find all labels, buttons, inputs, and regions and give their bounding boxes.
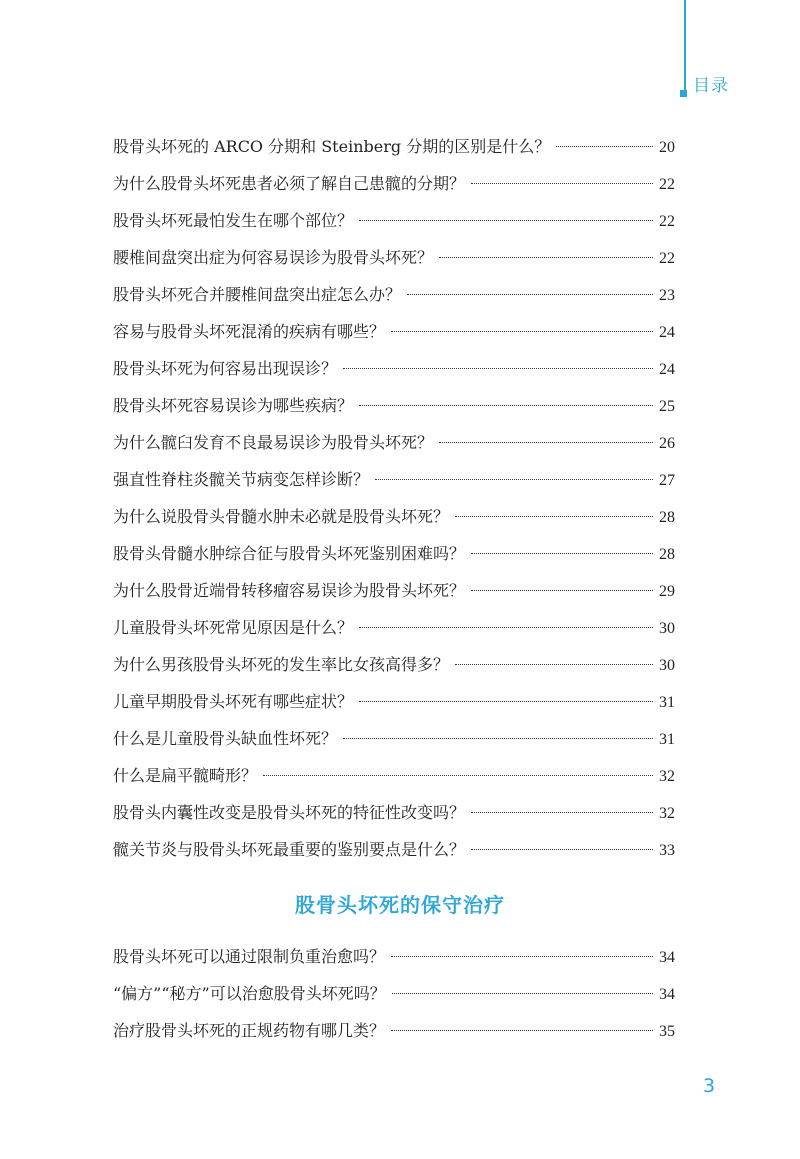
toc-entry-page: 22 — [659, 176, 675, 193]
header-title: 目录 — [693, 76, 729, 96]
toc-entry[interactable] — [113, 794, 675, 831]
toc-entry-page: 30 — [659, 657, 675, 674]
dotted-leader — [455, 516, 653, 517]
toc-entry-page: 22 — [659, 250, 675, 267]
toc-entry-title: 为什么股骨近端骨转移瘤容易误诊为股骨头坏死？ — [113, 581, 466, 600]
toc-entry-page: 28 — [659, 546, 675, 563]
toc-entry[interactable] — [113, 831, 675, 868]
toc-entry[interactable] — [113, 609, 675, 646]
toc-entry[interactable] — [113, 720, 675, 757]
toc-entry-page: 32 — [659, 805, 675, 822]
dotted-leader — [359, 220, 653, 221]
dotted-leader — [556, 146, 653, 147]
toc-entry[interactable] — [113, 498, 675, 535]
toc-entry-title: 股骨头坏死的 ARCO 分期和 Steinberg 分期的区别是什么？ — [113, 137, 551, 156]
toc-entry-title: 为什么髋臼发育不良最易误诊为股骨头坏死？ — [113, 433, 434, 452]
toc-entry-page: 34 — [659, 949, 675, 966]
toc-entry[interactable] — [113, 646, 675, 683]
dotted-leader — [455, 664, 653, 665]
toc-entry-title: 股骨头骨髓水肿综合征与股骨头坏死鉴别困难吗？ — [113, 544, 466, 563]
dotted-leader — [359, 405, 653, 406]
toc-entry-title: 治疗股骨头坏死的正规药物有哪几类？ — [113, 1021, 386, 1040]
dotted-leader — [471, 812, 653, 813]
toc-entry[interactable] — [113, 239, 675, 276]
dotted-leader — [391, 956, 653, 957]
toc-entry-title: 为什么说股骨头骨髓水肿未必就是股骨头坏死？ — [113, 507, 450, 526]
toc-entry[interactable] — [113, 165, 675, 202]
toc-entry-page: 31 — [659, 694, 675, 711]
toc-entry-title: 为什么股骨头坏死患者必须了解自己患髋的分期？ — [113, 174, 466, 193]
toc-entry-title: 强直性脊柱炎髋关节病变怎样诊断？ — [113, 470, 370, 489]
toc-entry[interactable] — [113, 535, 675, 572]
toc-entry-page: 31 — [659, 731, 675, 748]
toc-entry[interactable] — [113, 128, 675, 165]
toc-entry-title: 腰椎间盘突出症为何容易误诊为股骨头坏死？ — [113, 248, 434, 267]
dotted-leader — [392, 993, 653, 994]
header-square-marker — [680, 90, 687, 97]
toc-entry-title: 股骨头内囊性改变是股骨头坏死的特征性改变吗？ — [113, 803, 466, 822]
toc-entry[interactable] — [113, 350, 675, 387]
header-vertical-line — [684, 0, 686, 90]
dotted-leader — [439, 257, 653, 258]
toc-entry-page: 24 — [659, 361, 675, 378]
toc-entry-title: 什么是儿童股骨头缺血性坏死？ — [113, 729, 338, 748]
toc-entry-page: 23 — [659, 287, 675, 304]
toc-entry[interactable] — [113, 938, 675, 975]
toc-entry-page: 33 — [659, 842, 675, 859]
dotted-leader — [375, 479, 653, 480]
toc-entry-title: 髋关节炎与股骨头坏死最重要的鉴别要点是什么？ — [113, 840, 466, 859]
toc-entry-page: 27 — [659, 472, 675, 489]
toc-entry[interactable] — [113, 975, 675, 1012]
toc-entry[interactable] — [113, 276, 675, 313]
toc-entry-title: 容易与股骨头坏死混淆的疾病有哪些？ — [113, 322, 386, 341]
toc-entry-page: 24 — [659, 324, 675, 341]
toc-entry-page: 30 — [659, 620, 675, 637]
toc-entry[interactable] — [113, 683, 675, 720]
toc-entry-page: 32 — [659, 768, 675, 785]
dotted-leader — [391, 331, 653, 332]
dotted-leader — [359, 627, 653, 628]
dotted-leader — [471, 553, 653, 554]
toc-entry-page: 26 — [659, 435, 675, 452]
toc-entry[interactable] — [113, 387, 675, 424]
section-heading: 股骨头坏死的保守治疗 — [295, 893, 505, 917]
toc-entry[interactable] — [113, 1012, 675, 1049]
dotted-leader — [439, 442, 653, 443]
dotted-leader — [263, 775, 653, 776]
toc-entry[interactable] — [113, 757, 675, 794]
toc-entry-title: 股骨头坏死容易误诊为哪些疾病？ — [113, 396, 354, 415]
toc-entry-title: 儿童早期股骨头坏死有哪些症状？ — [113, 692, 354, 711]
dotted-leader — [343, 368, 653, 369]
toc-entry-title: 股骨头坏死为何容易出现误诊？ — [113, 359, 338, 378]
dotted-leader — [471, 183, 653, 184]
toc-entry[interactable] — [113, 461, 675, 498]
toc-entry-title: 股骨头坏死可以通过限制负重治愈吗？ — [113, 947, 386, 966]
toc-entry-page: 28 — [659, 509, 675, 526]
toc-entry-page: 25 — [659, 398, 675, 415]
dotted-leader — [471, 849, 653, 850]
page-number: 3 — [703, 1075, 716, 1097]
toc-entry-title: 什么是扁平髋畸形？ — [113, 766, 258, 785]
toc-entry-title: 儿童股骨头坏死常见原因是什么？ — [113, 618, 354, 637]
toc-entry-title: “偏方”“秘方”可以治愈股骨头坏死吗？ — [113, 984, 386, 1003]
dotted-leader — [359, 701, 653, 702]
toc-entry-page: 20 — [659, 139, 675, 156]
toc-entry-page: 35 — [659, 1023, 675, 1040]
toc-entry-title: 为什么男孩股骨头坏死的发生率比女孩高得多？ — [113, 655, 450, 674]
toc-entry-page: 29 — [659, 583, 675, 600]
toc-list-section-2 — [113, 938, 675, 1049]
toc-entry[interactable] — [113, 313, 675, 350]
toc-entry[interactable] — [113, 572, 675, 609]
toc-entry[interactable] — [113, 424, 675, 461]
toc-entry-page: 34 — [659, 986, 675, 1003]
toc-entry-page: 22 — [659, 213, 675, 230]
toc-entry-title: 股骨头坏死最怕发生在哪个部位？ — [113, 211, 354, 230]
dotted-leader — [343, 738, 653, 739]
dotted-leader — [391, 1030, 653, 1031]
dotted-leader — [471, 590, 653, 591]
toc-entry[interactable] — [113, 202, 675, 239]
toc-list-section-1 — [113, 128, 675, 868]
dotted-leader — [407, 294, 653, 295]
toc-entry-title: 股骨头坏死合并腰椎间盘突出症怎么办？ — [113, 285, 402, 304]
